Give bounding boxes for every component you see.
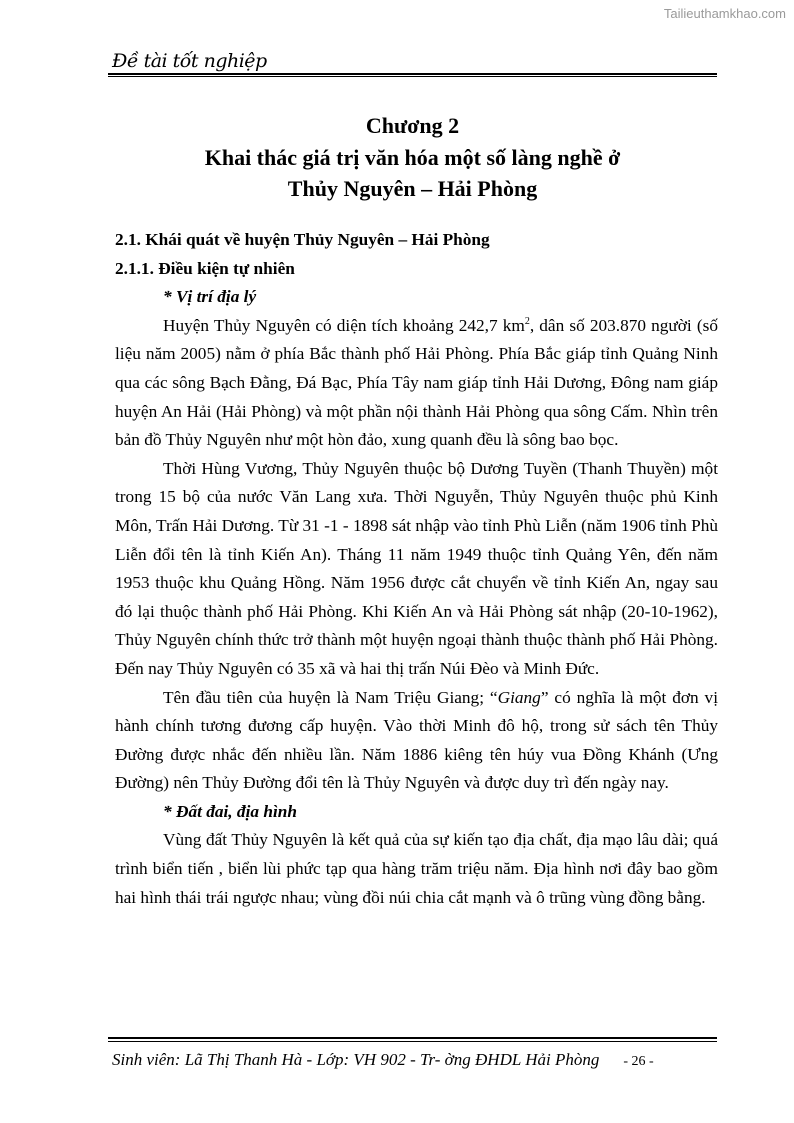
subheading-terrain: * Đất đai, địa hình xyxy=(163,801,297,821)
chapter-number: Chương 2 xyxy=(365,113,460,138)
watermark: Tailieuthamkhao.com xyxy=(663,6,786,21)
section-heading-2-1-1: 2.1.1. Điều kiện tự nhiên xyxy=(115,258,295,278)
text: , dân số 203.870 người (số liệu năm 2005) nằm ở phía Bắc thành phố Hải Phòng. Phía Bắc giáp tỉnh Quảng Ninh qua các sông Bạch Đằng, Đá Bạc, Phía Tây nam giáp tỉnh Hải Dương, Đông nam giáp huyện An Hải (Hải Phòng) và một phần nội thành Hải Phòng qua sông Cấm. Nhìn trên bản đồ Thủy Nguyên như một hòn đảo, xung quanh đều là sông bao bọc. xyxy=(115,315,718,450)
paragraph-location xyxy=(115,312,718,455)
footer-row xyxy=(112,1050,732,1070)
text: ” có nghĩa là một đơn vị hành chính tương đương cấp huyện. Vào thời Minh đô hộ, trong sử sách tên Thủy Đường được nhắc đến nhiều lần. Năm 1886 kiêng tên húy vua Đồng Khánh (Ưng Đường) nên Thủy Đường đổi tên là Thủy Nguyên và được duy trì đến ngày nay. xyxy=(115,687,718,793)
italic-text: Giang xyxy=(497,687,541,707)
section-heading-2-1: 2.1. Khái quát về huyện Thủy Nguyên – Hải Phòng xyxy=(115,230,490,249)
chapter-title-line2: Thủy Nguyên – Hải Phòng xyxy=(287,176,538,201)
paragraph-terrain: Vùng đất Thủy Nguyên là kết quả của sự kiến tạo địa chất, địa mạo lâu dài; quá trình biển tiến , biển lùi phức tạp qua hàng trăm triệu năm. Địa hình nơi đây bao gồm hai hình thái trái ngược nhau; vùng đồi núi chia cắt mạnh và ô trũng vùng đồng bằng. xyxy=(115,830,718,907)
footer-divider xyxy=(108,1037,717,1042)
superscript: 2 xyxy=(524,316,530,328)
paragraph-name xyxy=(115,684,718,798)
page-footer: Sinh viên: Lã Thị Thanh Hà - Lớp: VH 902 - Tr- ờng ĐHDL Hải Phòng xyxy=(112,1050,600,1069)
page-number: - 26 - xyxy=(623,1054,654,1069)
subheading-location: * Vị trí địa lý xyxy=(163,287,257,307)
chapter-title-line1: Khai thác giá trị văn hóa một số làng nghề ở xyxy=(204,145,621,170)
body-content xyxy=(115,226,718,912)
text: Tên đầu tiên của huyện là Nam Triệu Giang; “ xyxy=(163,687,498,707)
header-divider xyxy=(108,73,717,77)
page-header: Đề tài tốt nghiệp xyxy=(112,50,267,72)
paragraph-history: Thời Hùng Vương, Thủy Nguyên thuộc bộ Dương Tuyền (Thanh Thuyền) một trong 15 bộ của nước Văn Lang xưa. Thời Nguyễn, Thủy Nguyên thuộc phủ Kinh Môn, Trấn Hải Dương. Từ 31 -1 - 1898 sát nhập vào tỉnh Phù Liễn (năm 1906 tỉnh Phù Liễn đổi tên là tỉnh Kiến An). Tháng 11 năm 1949 thuộc tỉnh Quảng Yên, đến năm 1953 thuộc khu Quảng Hồng. Năm 1956 được cắt chuyển về tỉnh Kiến An, ngay sau đó lại thuộc thành phố Hải Phòng. Khi Kiến An và Hải Phòng sát nhập (20-10-1962), Thủy Nguyên chính thức trở thành một huyện ngoại thành thuộc thành phố Hải Phòng. Đến nay Thủy Nguyên có 35 xã và hai thị trấn Núi Đèo và Minh Đức. xyxy=(115,458,718,678)
text: Huyện Thủy Nguyên có diện tích khoảng 242,7 km xyxy=(163,315,525,335)
